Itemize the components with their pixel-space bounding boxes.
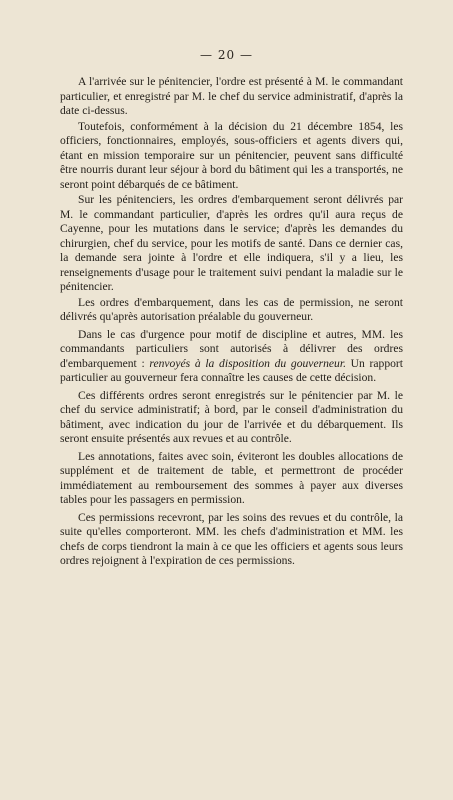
paragraph-annotations: Les annotations, faites avec soin, éviteront les doubles allocations de supplément et de traitement de table, et permettront de procéder immédiatement au remboursement des sommes à payer aux diverses tables pour les passagers en permission. bbox=[60, 449, 403, 506]
urgency-text-italic: renvoyés à la disposition du gouverneur. bbox=[149, 356, 346, 370]
body-text bbox=[60, 75, 403, 572]
paragraph-urgency bbox=[60, 328, 403, 386]
urgency-text-after: Un rapport particulier au gouverneur fera connaître les causes de cette décision. bbox=[60, 356, 404, 384]
paragraph-decision-1854: Toutefois, conformément à la décision du 21 décembre 1854, les officiers, fonctionnaires, employés, sous-officiers et agents divers qui, étant en mission temporaire sur un pénitencier, peuvent sans difficulté être nourris durant leur séjour à bord du bâtiment qui les a transportés, ne seront point débarqués de ce bâtiment. bbox=[60, 119, 403, 191]
paragraph-permissions-follow-up: Ces permissions recevront, par les soins des revues et du contrôle, la suite qu'elles comporteront. MM. les chefs d'administration et MM. les chefs de corps tiendront la main à ce que les officiers et agents sous leurs ordres rejoignent à l'expiration de ces permissions. bbox=[60, 510, 403, 567]
paragraph-permission-orders: Les ordres d'embarquement, dans les cas de permission, ne seront délivrés qu'après autorisation préalable du gouverneur. bbox=[60, 295, 403, 323]
paragraph-registration: Ces différents ordres seront enregistrés sur le pénitencier par M. le chef du service administratif; à bord, par le conseil d'administration du bâtiment, avec indication du jour de l'arrivée et du débarquement. Ils seront ensuite présentés aux revues et au contrôle. bbox=[60, 388, 403, 445]
page-number: — 20 — bbox=[200, 48, 253, 62]
urgency-text-before: Dans le cas d'urgence pour motif de discipline et autres, MM. les commandants particuliers sont autorisés à délivrer des ordres d'embarquement : bbox=[60, 327, 403, 370]
paragraph-embarkation-orders: Sur les pénitenciers, les ordres d'embarquement seront délivrés par M. le commandant particulier, d'après les ordres qu'il aura reçus de Cayenne, pour les mutations dans le service; d'après les demandes du chirurgien, chef du service, pour les motifs de santé. Dans ce dernier cas, la demande sera jointe à l'ordre et elle indiquera, s'il y a lieu, les renseignements d'usage pour le traitement suivi pendant la maladie sur le pénitencier. bbox=[60, 193, 403, 293]
paragraph-arrival: A l'arrivée sur le pénitencier, l'ordre est présenté à M. le commandant particulier, et enregistré par M. le chef du service administratif, d'après la date ci-dessus. bbox=[60, 75, 403, 117]
